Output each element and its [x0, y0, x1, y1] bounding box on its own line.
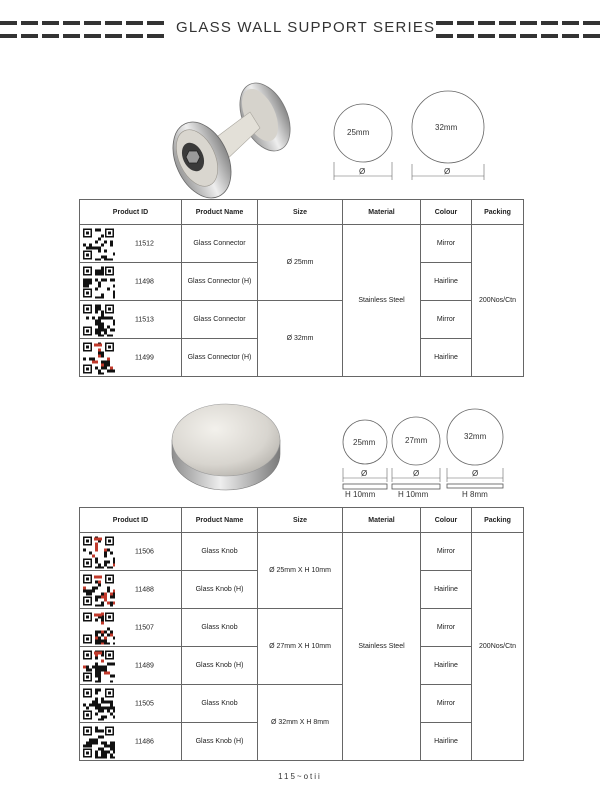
product-name: Glass Knob	[182, 533, 258, 571]
connector-size-25: 25mm	[347, 128, 370, 137]
packing-cell: 200Nos/Ctn	[472, 533, 524, 761]
knob-size-32: 32mm	[464, 432, 487, 441]
product-name: Glass Connector (H)	[182, 339, 258, 377]
qr-code-icon	[82, 573, 115, 606]
colour-cell: Hairline	[421, 571, 472, 609]
knob-spec-table	[79, 507, 524, 761]
connector-dia-symbol-1: Ø	[359, 167, 366, 176]
size-cell: Ø 27mm X H 10mm	[258, 609, 343, 685]
col-product-id: Product ID	[80, 508, 182, 533]
packing-cell: 200Nos/Ctn	[472, 225, 524, 377]
knob-height-2: H 10mm	[398, 490, 429, 499]
product-id: 11513	[135, 316, 154, 323]
colour-cell: Mirror	[421, 225, 472, 263]
product-id: 11489	[135, 662, 154, 669]
col-size: Size	[258, 508, 343, 533]
col-packing: Packing	[472, 508, 524, 533]
product-name: Glass Connector (H)	[182, 263, 258, 301]
product-id: 11486	[135, 738, 154, 745]
size-cell: Ø 25mm	[258, 225, 343, 301]
col-product-name: Product Name	[182, 200, 258, 225]
product-id-cell	[80, 301, 182, 339]
product-name: Glass Knob (H)	[182, 571, 258, 609]
connector-dia-symbol-2: Ø	[444, 167, 451, 176]
glass-connector-image	[160, 72, 300, 207]
table-header-row	[80, 508, 524, 533]
knob-height-1: H 10mm	[345, 490, 376, 499]
col-colour: Colour	[421, 508, 472, 533]
col-packing: Packing	[472, 200, 524, 225]
qr-code-icon	[82, 303, 115, 336]
product-id: 11498	[135, 278, 154, 285]
product-name: Glass Knob (H)	[182, 647, 258, 685]
product-id-cell	[80, 225, 182, 263]
knob-size-diagram	[335, 404, 525, 499]
product-id: 11506	[135, 548, 154, 555]
connector-size-32: 32mm	[435, 123, 458, 132]
product-name: Glass Connector	[182, 301, 258, 339]
product-name: Glass Knob (H)	[182, 723, 258, 761]
qr-code-icon	[82, 649, 115, 682]
col-product-name: Product Name	[182, 508, 258, 533]
table-row	[80, 685, 524, 723]
product-id-cell	[80, 339, 182, 377]
qr-code-icon	[82, 341, 115, 374]
qr-code-icon	[82, 265, 115, 298]
material-cell: Stainless Steel	[343, 533, 421, 761]
knob-height-3: H 8mm	[462, 490, 488, 499]
colour-cell: Mirror	[421, 301, 472, 339]
page-number: 115~otii	[278, 772, 322, 781]
product-id: 11507	[135, 624, 154, 631]
qr-code-icon	[82, 535, 115, 568]
knob-size-25: 25mm	[353, 438, 376, 447]
knob-dia-symbol-3: Ø	[472, 469, 479, 478]
colour-cell: Mirror	[421, 533, 472, 571]
colour-cell: Hairline	[421, 723, 472, 761]
table-row	[80, 533, 524, 571]
product-id-cell	[80, 647, 182, 685]
product-id: 11505	[135, 700, 154, 707]
table-row	[80, 225, 524, 263]
size-cell: Ø 32mm X H 8mm	[258, 685, 343, 761]
qr-code-icon	[82, 687, 115, 720]
colour-cell: Mirror	[421, 685, 472, 723]
size-cell: Ø 25mm X H 10mm	[258, 533, 343, 609]
colour-cell: Mirror	[421, 609, 472, 647]
header-dashes-left	[0, 21, 164, 38]
qr-code-icon	[82, 725, 115, 758]
product-id-cell	[80, 685, 182, 723]
product-id: 11499	[135, 354, 154, 361]
table-row	[80, 609, 524, 647]
page-header	[0, 17, 600, 43]
qr-code-icon	[82, 611, 115, 644]
knob-size-27: 27mm	[405, 436, 428, 445]
material-cell: Stainless Steel	[343, 225, 421, 377]
colour-cell: Hairline	[421, 647, 472, 685]
header-dashes-right	[436, 21, 600, 38]
product-id-cell	[80, 571, 182, 609]
col-size: Size	[258, 200, 343, 225]
product-id-cell	[80, 723, 182, 761]
colour-cell: Hairline	[421, 263, 472, 301]
product-id-cell	[80, 533, 182, 571]
colour-cell: Hairline	[421, 339, 472, 377]
knob-dia-symbol-1: Ø	[361, 469, 368, 478]
col-material: Material	[343, 200, 421, 225]
product-id: 11512	[135, 240, 154, 247]
glass-knob-image	[166, 392, 286, 497]
col-material: Material	[343, 508, 421, 533]
product-name: Glass Connector	[182, 225, 258, 263]
knob-dia-symbol-2: Ø	[413, 469, 420, 478]
size-cell: Ø 32mm	[258, 301, 343, 377]
product-name: Glass Knob	[182, 685, 258, 723]
product-name: Glass Knob	[182, 609, 258, 647]
connector-spec-table	[79, 199, 524, 377]
table-row	[80, 301, 524, 339]
product-id-cell	[80, 609, 182, 647]
table-header-row	[80, 200, 524, 225]
col-product-id: Product ID	[80, 200, 182, 225]
qr-code-icon	[82, 227, 115, 260]
product-id: 11488	[135, 586, 154, 593]
series-title: GLASS WALL SUPPORT SERIES	[176, 19, 436, 36]
col-colour: Colour	[421, 200, 472, 225]
product-id-cell	[80, 263, 182, 301]
